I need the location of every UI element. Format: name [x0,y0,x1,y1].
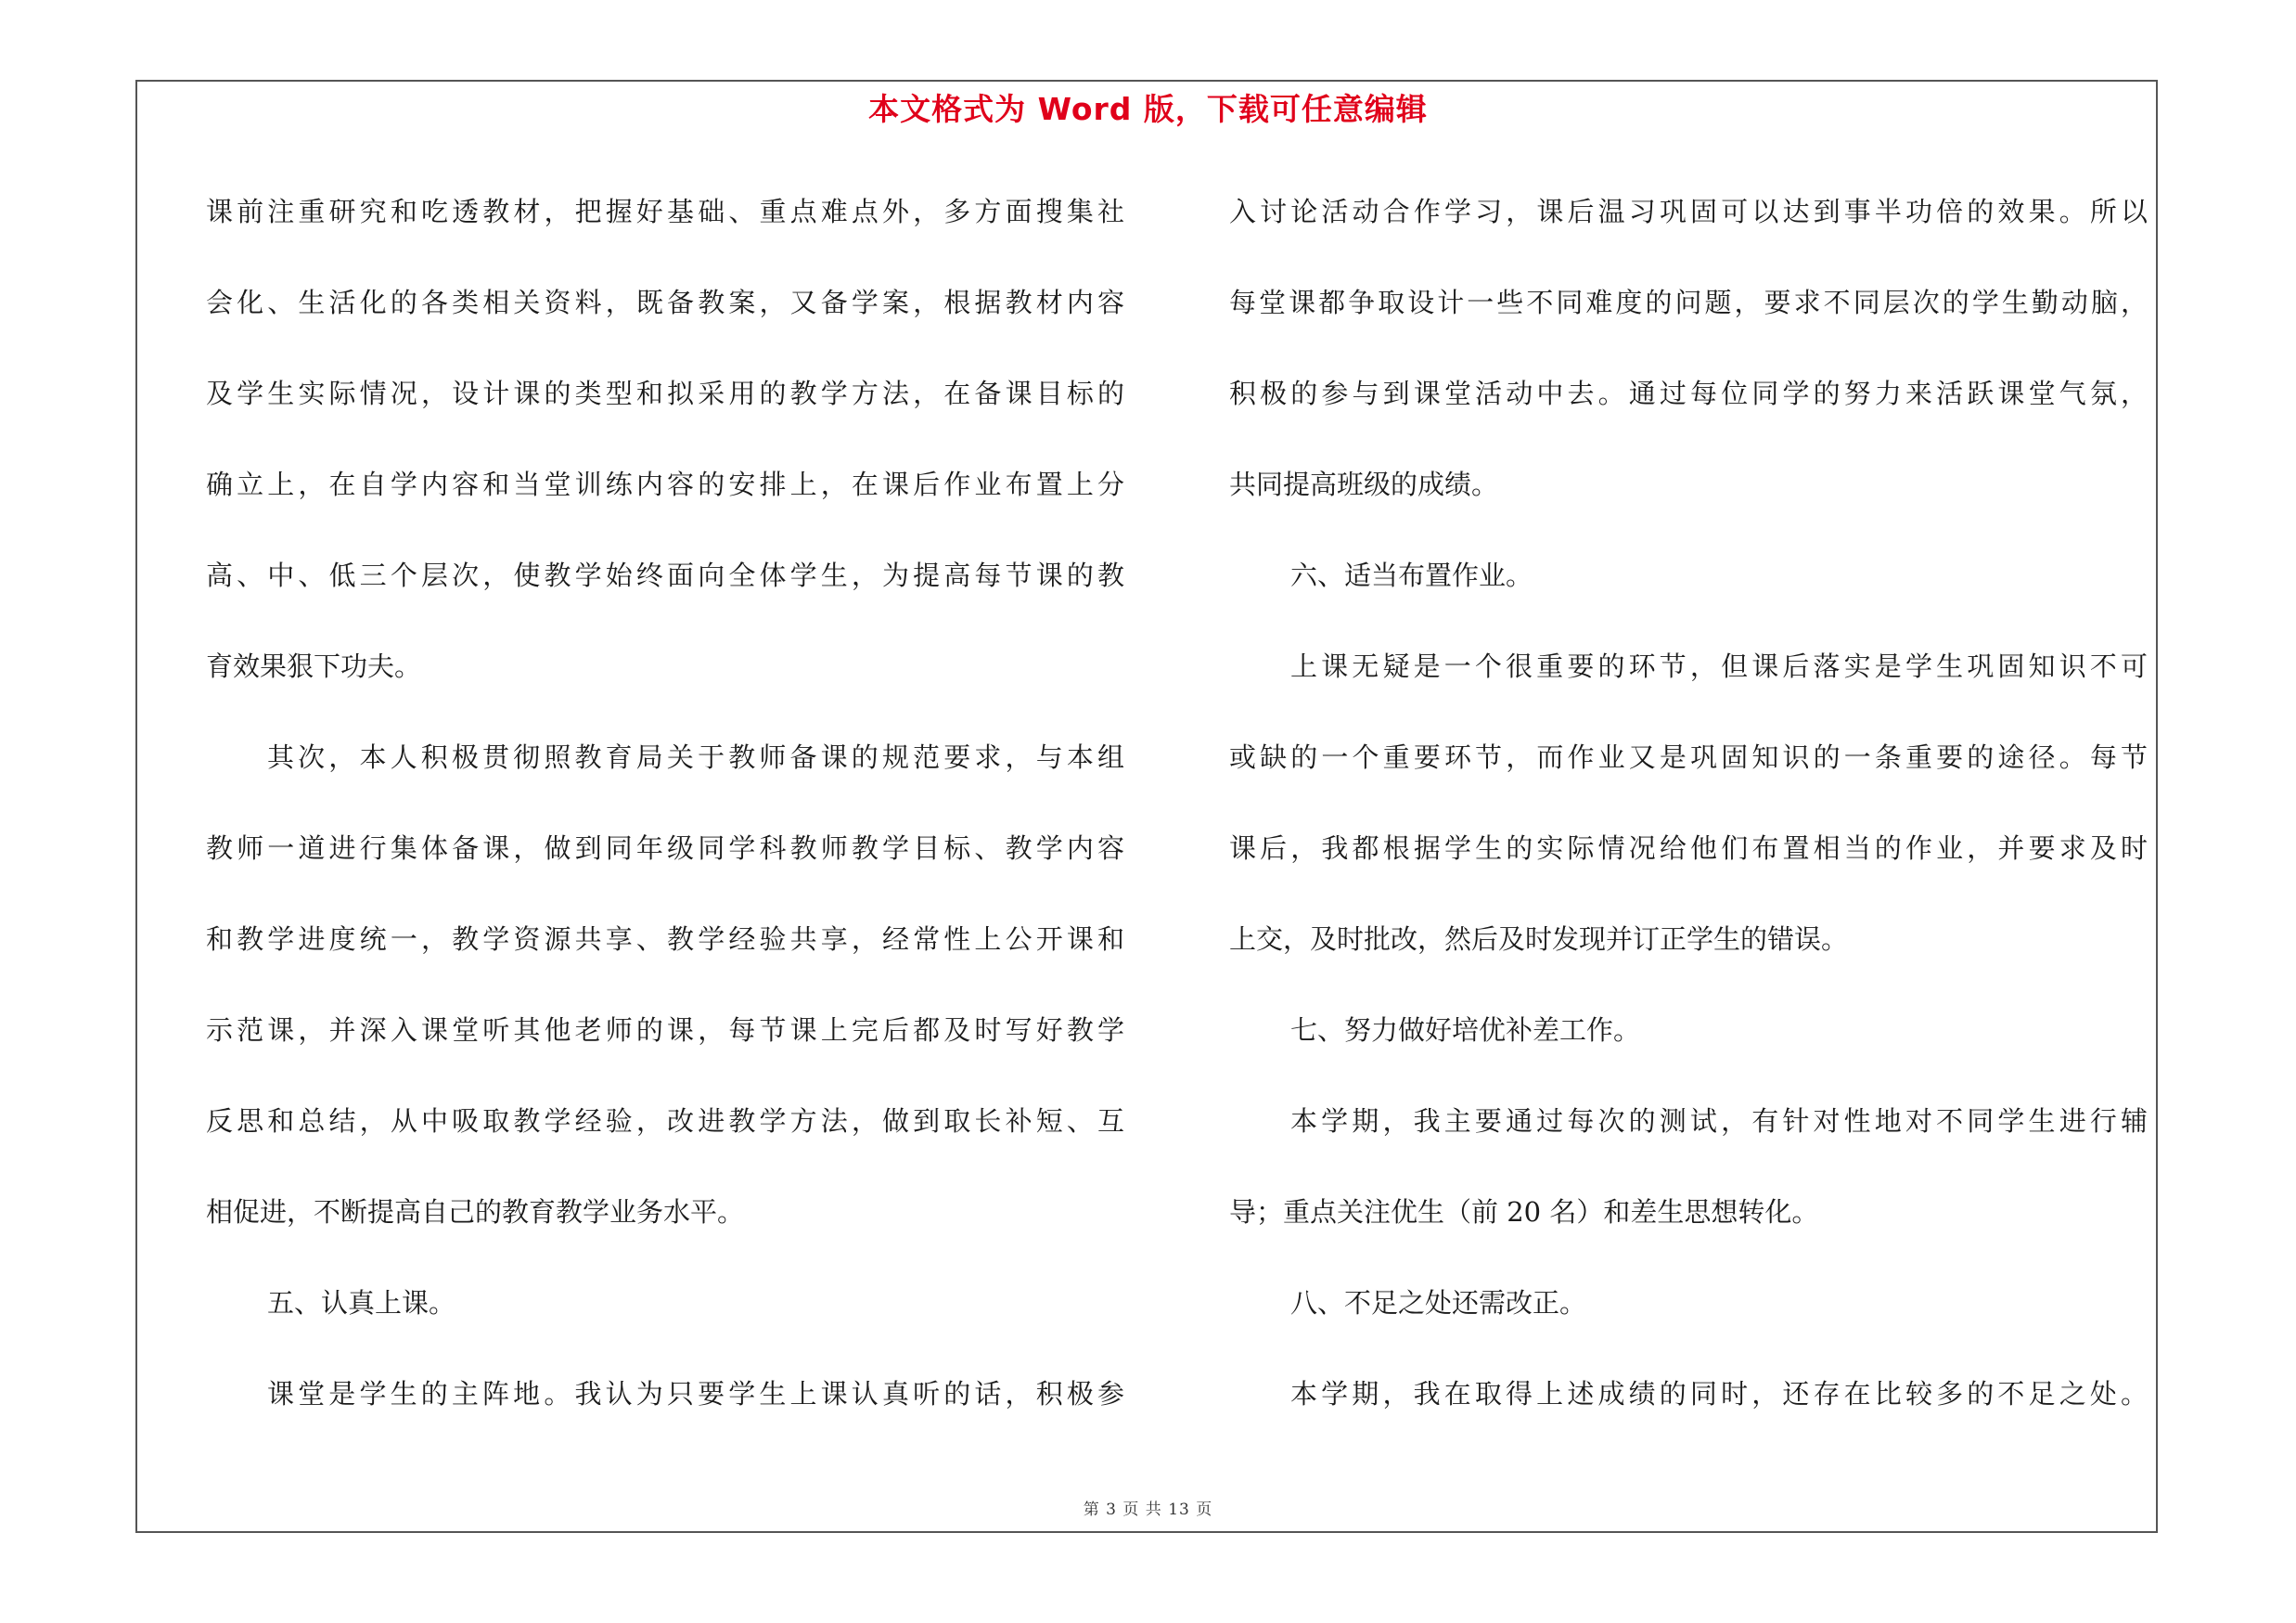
text-line: 五、认真上课。 [267,1287,456,1319]
text-line: 本学期，我在取得上述成绩的同时，还存在比较多的不足之处。 [1290,1378,2148,1410]
text-line: 上交，及时批改，然后及时发现并订正学生的错误。 [1229,923,1849,955]
text-line: 课前注重研究和吃透教材，把握好基础、重点难点外，多方面搜集社 [206,196,1124,227]
text-line: 高、中、低三个层次，使教学始终面向全体学生，为提高每节课的教 [206,560,1124,591]
text-line: 七、努力做好培优补差工作。 [1290,1014,1641,1046]
text-line: 育效果狠下功夫。 [206,650,422,682]
text-line: 其次，本人积极贯彻照教育局关于教师备课的规范要求，与本组 [267,741,1124,773]
text-line: 教师一道进行集体备课，做到同年级同学科教师教学目标、教学内容 [206,832,1124,864]
text-line: 和教学进度统一，教学资源共享、教学经验共享，经常性上公开课和 [206,923,1124,955]
right-text-column [1229,182,2148,1455]
text-line: 或缺的一个重要环节，而作业又是巩固知识的一条重要的途径。每节 [1229,741,2148,773]
text-line: 反思和总结，从中吸取教学经验，改进教学方法，做到取长补短、互 [206,1105,1124,1137]
text-line: 确立上，在自学内容和当堂训练内容的安排上，在课后作业布置上分 [206,469,1124,500]
text-line: 课后，我都根据学生的实际情况给他们布置相当的作业，并要求及时 [1229,832,2148,864]
text-line: 上课无疑是一个很重要的环节，但课后落实是学生巩固知识不可 [1290,650,2148,682]
text-line: 每堂课都争取设计一些不同难度的问题，要求不同层次的学生勤动脑， [1229,287,2148,318]
text-line: 及学生实际情况，设计课的类型和拟采用的教学方法，在备课目标的 [206,378,1124,409]
header-banner: 本文格式为 Word 版，下载可任意编辑 [868,91,1428,127]
text-line: 八、不足之处还需改正。 [1290,1287,1587,1319]
text-line: 入讨论活动合作学习，课后温习巩固可以达到事半功倍的效果。所以 [1229,196,2148,227]
text-line: 示范课，并深入课堂听其他老师的课，每节课上完后都及时写好教学 [206,1014,1124,1046]
text-line: 会化、生活化的各类相关资料，既备教案，又备学案，根据教材内容 [206,287,1124,318]
left-text-column [206,182,1124,1455]
text-line: 相促进，不断提高自己的教育教学业务水平。 [206,1196,745,1228]
text-line: 积极的参与到课堂活动中去。通过每位同学的努力来活跃课堂气氛， [1229,378,2148,409]
text-line: 本学期，我主要通过每次的测试，有针对性地对不同学生进行辅 [1290,1105,2148,1137]
text-line: 导；重点关注优生（前 20 名）和差生思想转化。 [1229,1196,1819,1228]
page-indicator: 第 3 页 共 13 页 [1083,1501,1213,1519]
text-line: 共同提高班级的成绩。 [1229,469,1499,500]
text-line: 六、适当布置作业。 [1290,560,1533,591]
text-line: 课堂是学生的主阵地。我认为只要学生上课认真听的话，积极参 [267,1378,1124,1410]
